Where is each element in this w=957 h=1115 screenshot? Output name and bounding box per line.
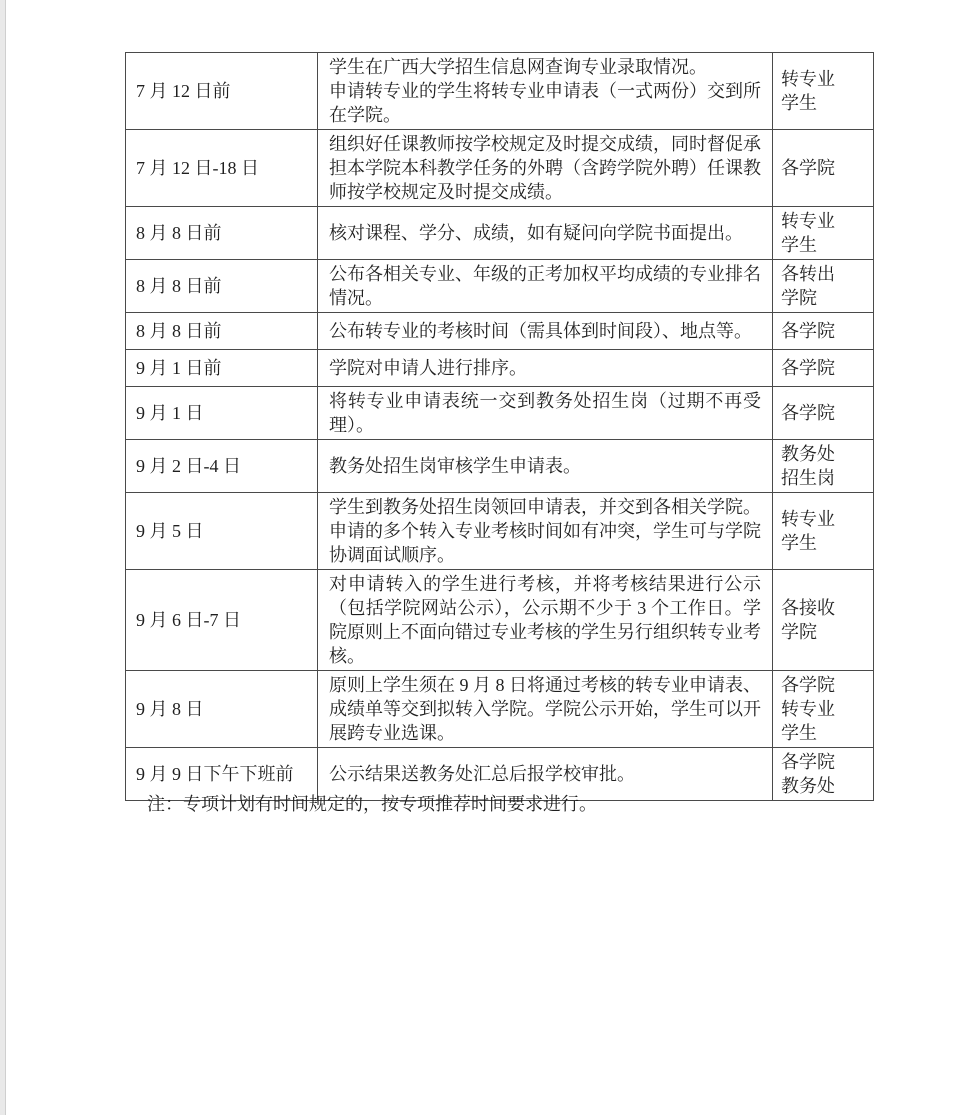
responsible-cell — [773, 130, 874, 207]
responsible-line: 各学院 — [781, 675, 835, 695]
date-cell: 9 月 6 日-7 日 — [126, 570, 318, 671]
responsible-line: 招生岗 — [781, 468, 835, 488]
responsible-cell — [773, 313, 874, 350]
task-cell — [318, 207, 773, 260]
responsible-cell — [773, 350, 874, 387]
responsible-cell — [773, 748, 874, 801]
table-row — [126, 313, 874, 350]
table-row — [126, 570, 874, 671]
table-row — [126, 671, 874, 748]
table-row — [126, 207, 874, 260]
date-cell: 8 月 8 日前 — [126, 207, 318, 260]
schedule-table-body — [126, 53, 874, 801]
table-row — [126, 53, 874, 130]
task-paragraph: 教务处招生岗审核学生申请表。 — [329, 456, 581, 476]
responsible-line: 学院 — [781, 622, 817, 642]
responsible-line: 学生 — [781, 93, 817, 113]
task-cell — [318, 387, 773, 440]
responsible-line: 教务处 — [781, 444, 835, 464]
responsible-cell — [773, 53, 874, 130]
table-row — [126, 350, 874, 387]
responsible-cell — [773, 387, 874, 440]
task-paragraph: 学院对申请人进行排序。 — [329, 358, 527, 378]
table-row — [126, 130, 874, 207]
task-cell — [318, 130, 773, 207]
responsible-line: 各学院 — [781, 158, 835, 178]
task-cell — [318, 671, 773, 748]
task-paragraph: 核对课程、学分、成绩，如有疑问向学院书面提出。 — [329, 223, 743, 243]
responsible-cell — [773, 207, 874, 260]
responsible-line: 学生 — [781, 235, 817, 255]
responsible-line: 各学院 — [781, 403, 835, 423]
responsible-line: 学院 — [781, 288, 817, 308]
date-cell: 9 月 2 日-4 日 — [126, 440, 318, 493]
task-paragraph: 公示结果送教务处汇总后报学校审批。 — [329, 764, 635, 784]
responsible-line: 各学院 — [781, 358, 835, 378]
task-paragraph: 公布各相关专业、年级的正考加权平均成绩的专业排名情况。 — [329, 264, 761, 308]
responsible-line: 各学院 — [781, 752, 835, 772]
task-paragraph: 学生在广西大学招生信息网查询专业录取情况。 — [329, 57, 707, 77]
task-cell — [318, 53, 773, 130]
task-cell — [318, 313, 773, 350]
date-cell: 7 月 12 日前 — [126, 53, 318, 130]
responsible-cell — [773, 260, 874, 313]
responsible-line: 各转出 — [781, 264, 835, 284]
date-cell: 8 月 8 日前 — [126, 313, 318, 350]
task-cell — [318, 260, 773, 313]
date-cell: 9 月 5 日 — [126, 493, 318, 570]
responsible-cell — [773, 570, 874, 671]
task-paragraph: 对申请转入的学生进行考核，并将考核结果进行公示（包括学院网站公示），公示期不少于 3 个工作日。学院原则上不面向错过专业考核的学生另行组织转专业考核。 — [329, 574, 761, 666]
task-paragraph: 原则上学生须在 9 月 8 日将通过考核的转专业申请表、成绩单等交到拟转入学院。学院公示开始，学生可以开展跨专业选课。 — [329, 675, 761, 743]
table-row — [126, 493, 874, 570]
date-cell: 8 月 8 日前 — [126, 260, 318, 313]
responsible-cell — [773, 493, 874, 570]
responsible-cell — [773, 440, 874, 493]
task-cell — [318, 350, 773, 387]
responsible-line: 教务处 — [781, 776, 835, 796]
task-paragraph: 将转专业申请表统一交到教务处招生岗（过期不再受理）。 — [329, 391, 761, 435]
responsible-line: 转专业 — [781, 69, 835, 89]
date-cell: 7 月 12 日-18 日 — [126, 130, 318, 207]
task-cell — [318, 570, 773, 671]
date-cell: 9 月 1 日 — [126, 387, 318, 440]
page-left-edge — [0, 0, 6, 1115]
responsible-line: 学生 — [781, 533, 817, 553]
date-cell: 9 月 9 日下午下班前 — [126, 748, 318, 801]
task-cell — [318, 440, 773, 493]
table-row — [126, 387, 874, 440]
responsible-line: 学生 — [781, 723, 817, 743]
task-paragraph: 公布转专业的考核时间（需具体到时间段）、地点等。 — [329, 321, 752, 341]
schedule-table — [125, 52, 874, 801]
responsible-line: 各接收 — [781, 598, 835, 618]
responsible-line: 转专业 — [781, 509, 835, 529]
table-row — [126, 260, 874, 313]
task-paragraph: 组织好任课教师按学校规定及时提交成绩，同时督促承担本学院本科教学任务的外聘（含跨学院外聘）任课教师按学校规定及时提交成绩。 — [329, 134, 761, 202]
responsible-cell — [773, 671, 874, 748]
footnote: 注：专项计划有时间规定的，按专项推荐时间要求进行。 — [147, 794, 597, 814]
date-cell: 9 月 1 日前 — [126, 350, 318, 387]
responsible-line: 各学院 — [781, 321, 835, 341]
table-row — [126, 440, 874, 493]
task-paragraph: 申请转专业的学生将转专业申请表（一式两份）交到所在学院。 — [329, 81, 761, 125]
task-paragraph: 学生到教务处招生岗领回申请表，并交到各相关学院。申请的多个转入专业考核时间如有冲突，学生可与学院协调面试顺序。 — [329, 497, 761, 565]
date-cell: 9 月 8 日 — [126, 671, 318, 748]
responsible-line: 转专业 — [781, 699, 835, 719]
task-cell — [318, 493, 773, 570]
responsible-line: 转专业 — [781, 211, 835, 231]
